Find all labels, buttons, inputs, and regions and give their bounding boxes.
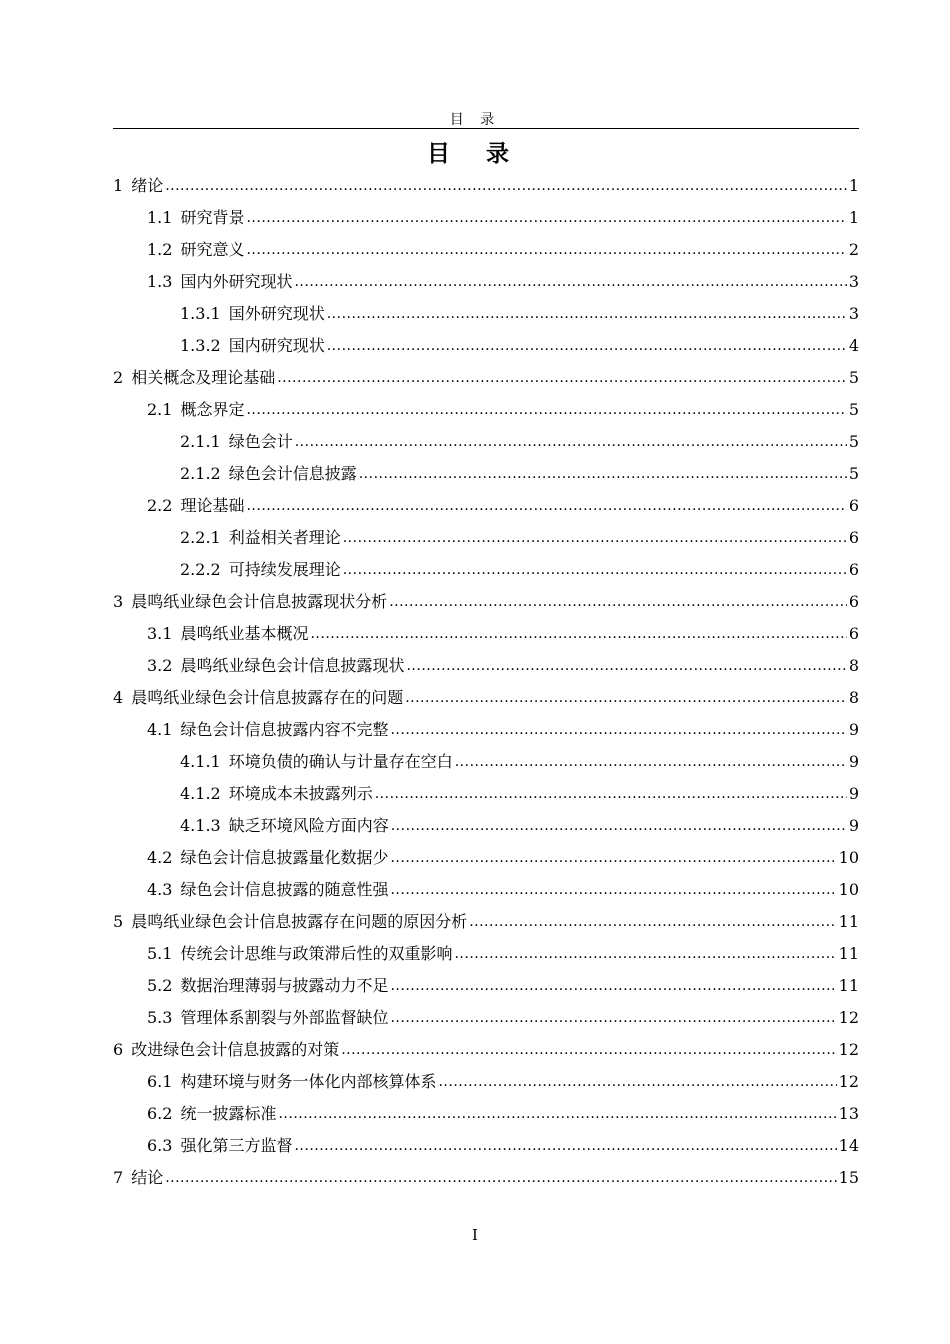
toc-entry[interactable] (113, 490, 859, 522)
toc-entry[interactable] (113, 682, 859, 714)
dot-leader (343, 554, 847, 586)
toc-entry-page: 4 (848, 336, 859, 355)
dot-leader (359, 458, 847, 490)
toc-entry-label: 绿色会计信息披露的随意性强 (180, 880, 389, 899)
toc-entry-page: 6 (848, 496, 859, 515)
toc-entry[interactable] (113, 1034, 859, 1066)
toc-entry-page: 12 (838, 1008, 859, 1027)
toc-entry-page: 11 (838, 944, 859, 963)
toc-entry-page: 6 (848, 624, 859, 643)
toc-entry-page: 10 (838, 848, 859, 867)
toc-entry-page: 13 (838, 1104, 859, 1123)
dot-leader (390, 1002, 836, 1034)
page-title: 目 录 (426, 141, 523, 167)
toc-entry-page: 1 (848, 176, 859, 195)
toc-entry[interactable] (113, 1130, 859, 1162)
toc-entry-number: 3 (113, 592, 124, 611)
toc-entry-number: 6 (113, 1040, 124, 1059)
toc-entry[interactable] (113, 1002, 859, 1034)
toc-entry-page: 8 (848, 688, 859, 707)
toc-entry-number: 4.1.1 (180, 752, 221, 771)
toc-entry[interactable] (113, 394, 859, 426)
toc-entry-number: 6.2 (147, 1104, 173, 1123)
dot-leader (390, 714, 846, 746)
dot-leader (469, 906, 836, 938)
dot-leader (277, 362, 847, 394)
toc-entry[interactable] (113, 1066, 859, 1098)
dot-leader (343, 522, 847, 554)
toc-entry-number: 4.2 (147, 848, 173, 867)
dot-leader (405, 682, 847, 714)
dot-leader (390, 842, 836, 874)
toc-entry-number: 6.1 (147, 1072, 173, 1091)
toc-entry-number: 1.2 (147, 240, 173, 259)
dot-leader (406, 650, 846, 682)
toc-entry-label: 构建环境与财务一体化内部核算体系 (180, 1072, 437, 1091)
toc-entry-page: 5 (848, 432, 859, 451)
toc-entry-number: 5.1 (147, 944, 173, 963)
toc-entry-label: 研究背景 (180, 208, 245, 227)
toc-entry[interactable] (113, 650, 859, 682)
toc-entry-label: 研究意义 (180, 240, 245, 259)
toc-entry-page: 6 (848, 592, 859, 611)
toc-entry-label: 绪论 (131, 176, 164, 195)
toc-entry-number: 4.1.3 (180, 816, 221, 835)
dot-leader (310, 618, 846, 650)
dot-leader (246, 490, 846, 522)
toc-entry[interactable] (113, 426, 859, 458)
toc-entry-label: 改进绿色会计信息披露的对策 (131, 1040, 340, 1059)
dot-leader (295, 426, 847, 458)
toc-entry-number: 7 (113, 1168, 124, 1187)
toc-entry-number: 5 (113, 912, 124, 931)
toc-entry-number: 2.2.1 (180, 528, 221, 547)
header-rule (113, 128, 859, 129)
toc-entry-number: 4.3 (147, 880, 173, 899)
toc-entry-page: 10 (838, 880, 859, 899)
toc-entry[interactable] (113, 202, 859, 234)
dot-leader (327, 330, 847, 362)
dot-leader (390, 970, 836, 1002)
toc-entry[interactable] (113, 714, 859, 746)
toc-entry-label: 理论基础 (180, 496, 245, 515)
dot-leader (390, 874, 836, 906)
toc-entry-label: 绿色会计信息披露内容不完整 (180, 720, 389, 739)
toc-entry[interactable] (113, 1162, 859, 1194)
toc-entry-page: 5 (848, 400, 859, 419)
toc-entry-label: 晨鸣纸业绿色会计信息披露存在问题的原因分析 (131, 912, 468, 931)
toc-entry[interactable] (113, 874, 859, 906)
toc-entry-number: 6.3 (147, 1136, 173, 1155)
toc-entry-number: 5.3 (147, 1008, 173, 1027)
toc-entry-label: 晨鸣纸业绿色会计信息披露现状分析 (131, 592, 388, 611)
toc-entry-number: 1 (113, 176, 124, 195)
toc-entry[interactable] (113, 746, 859, 778)
toc-entry-label: 管理体系割裂与外部监督缺位 (180, 1008, 389, 1027)
toc-entry[interactable] (113, 618, 859, 650)
toc-entry-label: 绿色会计信息披露量化数据少 (180, 848, 389, 867)
dot-leader (375, 778, 847, 810)
toc-entry[interactable] (113, 234, 859, 266)
toc-entry-label: 晨鸣纸业基本概况 (180, 624, 309, 643)
toc-entry[interactable] (113, 938, 859, 970)
toc-entry-label: 相关概念及理论基础 (131, 368, 276, 387)
dot-leader (246, 202, 846, 234)
dot-leader (165, 1162, 836, 1194)
toc-entry-label: 环境负债的确认与计量存在空白 (228, 752, 453, 771)
toc-entry-label: 利益相关者理论 (228, 528, 341, 547)
toc-entry[interactable] (113, 778, 859, 810)
toc-entry-number: 2.1.1 (180, 432, 221, 451)
toc-entry-label: 强化第三方监督 (180, 1136, 293, 1155)
toc-entry-page: 2 (848, 240, 859, 259)
toc-entry-page: 6 (848, 528, 859, 547)
dot-leader (278, 1098, 836, 1130)
toc-entry-page: 9 (848, 816, 859, 835)
toc-entry[interactable] (113, 170, 859, 202)
toc-entry-page: 5 (848, 464, 859, 483)
toc-entry-number: 3.1 (147, 624, 173, 643)
toc-entry-number: 2.1 (147, 400, 173, 419)
toc-entry[interactable] (113, 970, 859, 1002)
dot-leader (246, 394, 846, 426)
toc-entry-label: 传统会计思维与政策滞后性的双重影响 (180, 944, 453, 963)
toc-entry-label: 国内研究现状 (228, 336, 325, 355)
toc-entry[interactable] (113, 298, 859, 330)
toc-entry-label: 统一披露标准 (180, 1104, 277, 1123)
toc-entry[interactable] (113, 522, 859, 554)
page-number: I (472, 1226, 478, 1244)
toc-entry-label: 缺乏环境风险方面内容 (228, 816, 389, 835)
toc-entry-label: 国外研究现状 (228, 304, 325, 323)
toc-entry-page: 3 (848, 272, 859, 291)
toc-entry-number: 2 (113, 368, 124, 387)
toc-entry[interactable] (113, 330, 859, 362)
toc-entry[interactable] (113, 554, 859, 586)
toc-entry-number: 5.2 (147, 976, 173, 995)
toc-entry[interactable] (113, 362, 859, 394)
toc-entry-number: 4.1 (147, 720, 173, 739)
toc-entry-page: 9 (848, 784, 859, 803)
dot-leader (327, 298, 847, 330)
toc-entry-page: 15 (838, 1168, 859, 1187)
dot-leader (391, 810, 847, 842)
toc-entry-page: 9 (848, 752, 859, 771)
toc-entry-page: 3 (848, 304, 859, 323)
dot-leader (246, 234, 846, 266)
dot-leader (454, 938, 836, 970)
dot-leader (165, 170, 847, 202)
toc-entry-label: 可持续发展理论 (228, 560, 341, 579)
toc-entry-page: 11 (838, 976, 859, 995)
toc-entry-number: 4 (113, 688, 124, 707)
dot-leader (341, 1034, 836, 1066)
toc-entry-label: 环境成本未披露列示 (228, 784, 373, 803)
toc-entry-number: 4.1.2 (180, 784, 221, 803)
toc-entry-label: 晨鸣纸业绿色会计信息披露现状 (180, 656, 405, 675)
toc-entry-page: 1 (848, 208, 859, 227)
toc-entry-number: 1.1 (147, 208, 173, 227)
toc-entry-number: 2.2 (147, 496, 173, 515)
toc-entry[interactable] (113, 842, 859, 874)
toc-entry-label: 晨鸣纸业绿色会计信息披露存在的问题 (131, 688, 404, 707)
toc-entry-number: 1.3 (147, 272, 173, 291)
toc-entry-page: 5 (848, 368, 859, 387)
toc-entry[interactable] (113, 810, 859, 842)
dot-leader (294, 266, 846, 298)
toc-entry-label: 数据治理薄弱与披露动力不足 (180, 976, 389, 995)
toc-entry-label: 结论 (131, 1168, 164, 1187)
toc-entry-label: 绿色会计 (228, 432, 293, 451)
toc-entry-page: 12 (838, 1072, 859, 1091)
toc-entry[interactable] (113, 586, 859, 618)
toc-entry-number: 2.2.2 (180, 560, 221, 579)
toc-entry-page: 6 (848, 560, 859, 579)
dot-leader (294, 1130, 836, 1162)
dot-leader (438, 1066, 836, 1098)
toc-entry-page: 12 (838, 1040, 859, 1059)
toc-entry-number: 1.3.1 (180, 304, 221, 323)
toc-entry[interactable] (113, 266, 859, 298)
toc-entry-label: 绿色会计信息披露 (228, 464, 357, 483)
toc-entry-label: 国内外研究现状 (180, 272, 293, 291)
toc-entry-number: 3.2 (147, 656, 173, 675)
toc-entry-number: 1.3.2 (180, 336, 221, 355)
toc-entry[interactable] (113, 458, 859, 490)
running-header: 目 录 (449, 112, 501, 128)
toc-entry[interactable] (113, 906, 859, 938)
table-of-contents (113, 170, 859, 1194)
toc-entry-page: 11 (838, 912, 859, 931)
toc-entry-number: 2.1.2 (180, 464, 221, 483)
toc-entry-page: 8 (848, 656, 859, 675)
dot-leader (455, 746, 847, 778)
toc-entry-page: 14 (838, 1136, 859, 1155)
dot-leader (389, 586, 847, 618)
toc-entry-page: 9 (848, 720, 859, 739)
toc-entry-label: 概念界定 (180, 400, 245, 419)
toc-entry[interactable] (113, 1098, 859, 1130)
